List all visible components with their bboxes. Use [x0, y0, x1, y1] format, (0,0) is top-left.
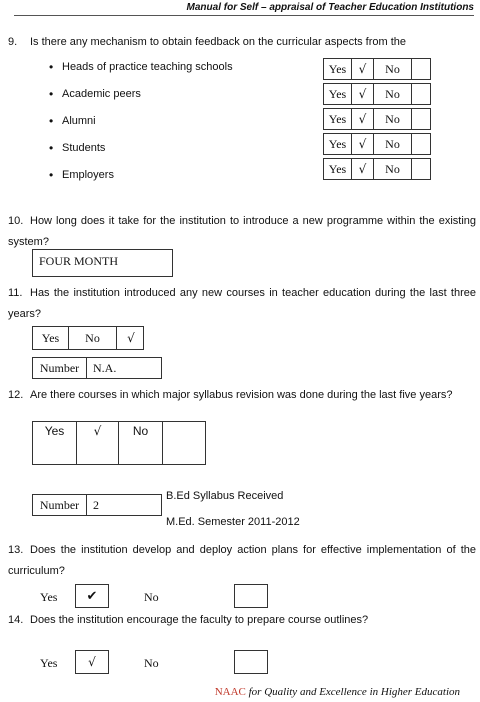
page-footer: [215, 686, 460, 698]
yes-label: Yes: [40, 656, 58, 670]
tick-mark[interactable]: √: [352, 159, 374, 179]
number-label: Number: [33, 495, 87, 515]
question-number: 14.: [8, 614, 24, 626]
tick-mark[interactable]: √: [127, 331, 135, 345]
no-option[interactable]: No: [374, 84, 412, 104]
question-10: [8, 211, 476, 253]
no-option[interactable]: No: [374, 159, 412, 179]
yes-option[interactable]: Yes: [324, 134, 352, 154]
feedback-item-label: Employers: [62, 169, 114, 181]
feedback-item-label: Students: [62, 142, 106, 154]
question-11: [8, 283, 476, 325]
question-text: Does the institution develop and deploy action plans for effective implementation of the curriculum?: [8, 544, 476, 577]
checkmark-icon: ✔: [86, 588, 98, 603]
feedback-item-label: Academic peers: [62, 88, 141, 100]
no-tick-box[interactable]: [412, 59, 432, 79]
no-label: No: [144, 656, 159, 670]
tick-mark[interactable]: √: [352, 109, 374, 129]
feedback-item-answer: [323, 58, 431, 80]
question-text: Does the institution encourage the faculty to prepare course outlines?: [30, 614, 369, 626]
tick-mark[interactable]: √: [352, 134, 374, 154]
yes-option[interactable]: Yes: [33, 327, 69, 349]
bullet-icon: •: [49, 114, 54, 128]
yes-no-answer: [32, 421, 206, 465]
naac-brand: NAAC: [214, 686, 246, 698]
no-tick-box[interactable]: [412, 134, 432, 154]
yes-option[interactable]: Yes: [33, 422, 77, 464]
no-label: No: [144, 590, 159, 604]
no-tick-box[interactable]: [412, 159, 432, 179]
feedback-item-answer: [323, 83, 431, 105]
number-field: [32, 357, 162, 379]
bullet-icon: •: [49, 168, 54, 182]
bullet-icon: •: [49, 141, 54, 155]
number-label: Number: [33, 358, 87, 378]
no-option[interactable]: No: [374, 59, 412, 79]
number-field: [32, 494, 162, 516]
question-number: 13.: [8, 544, 24, 556]
question-number: 12.: [8, 389, 24, 401]
no-tick-box[interactable]: [412, 109, 432, 129]
no-option[interactable]: No: [374, 109, 412, 129]
number-value[interactable]: N.A.: [93, 360, 117, 375]
feedback-item-answer: [323, 108, 431, 130]
question-number: 10.: [8, 215, 24, 227]
yes-option[interactable]: Yes: [324, 59, 352, 79]
tick-mark[interactable]: √: [352, 84, 374, 104]
tick-mark[interactable]: √: [352, 59, 374, 79]
footer-tagline: for Quality and Excellence in Higher Education: [245, 686, 460, 698]
yes-option[interactable]: Yes: [324, 159, 352, 179]
no-tick-box[interactable]: [163, 422, 207, 464]
question-text: How long does it take for the institution to introduce a new programme within the existing system?: [8, 215, 476, 248]
question-text: Is there any mechanism to obtain feedback on the curricular aspects from the: [30, 36, 407, 48]
question-number: 11.: [8, 287, 23, 299]
number-value[interactable]: 2: [93, 497, 99, 512]
no-checkbox[interactable]: [234, 650, 268, 674]
page-header: Manual for Self – appraisal of Teacher Education Institutions: [14, 2, 474, 16]
question-14: [8, 610, 476, 631]
feedback-item-answer: [323, 158, 431, 180]
bullet-icon: •: [49, 87, 54, 101]
revision-note: M.Ed. Semester 2011-2012: [166, 516, 300, 528]
yes-option[interactable]: Yes: [324, 84, 352, 104]
question-13: [8, 540, 476, 582]
no-option[interactable]: No: [69, 327, 117, 349]
question-number: 9.: [8, 36, 18, 48]
question-text: Has the institution introduced any new courses in teacher education during the last three years?: [8, 287, 476, 320]
question-12: [8, 388, 476, 402]
revision-note: B.Ed Syllabus Received: [166, 490, 284, 502]
question-text: Are there courses in which major syllabus revision was done during the last five years?: [30, 389, 453, 401]
question-9: [8, 32, 476, 53]
no-tick-box[interactable]: [412, 84, 432, 104]
yes-checkbox[interactable]: √: [75, 650, 109, 674]
no-checkbox[interactable]: [234, 584, 268, 608]
no-option[interactable]: No: [119, 422, 163, 464]
feedback-item-label: Alumni: [62, 115, 96, 127]
yes-option[interactable]: Yes: [324, 109, 352, 129]
feedback-item-label: Heads of practice teaching schools: [62, 61, 233, 73]
answer-field[interactable]: FOUR MONTH: [32, 249, 173, 277]
bullet-icon: •: [49, 60, 54, 74]
no-option[interactable]: No: [374, 134, 412, 154]
feedback-item-answer: [323, 133, 431, 155]
tick-mark[interactable]: √: [77, 422, 119, 464]
yes-checkbox[interactable]: [75, 584, 109, 608]
yes-no-answer: [32, 326, 144, 350]
yes-label: Yes: [40, 590, 58, 604]
